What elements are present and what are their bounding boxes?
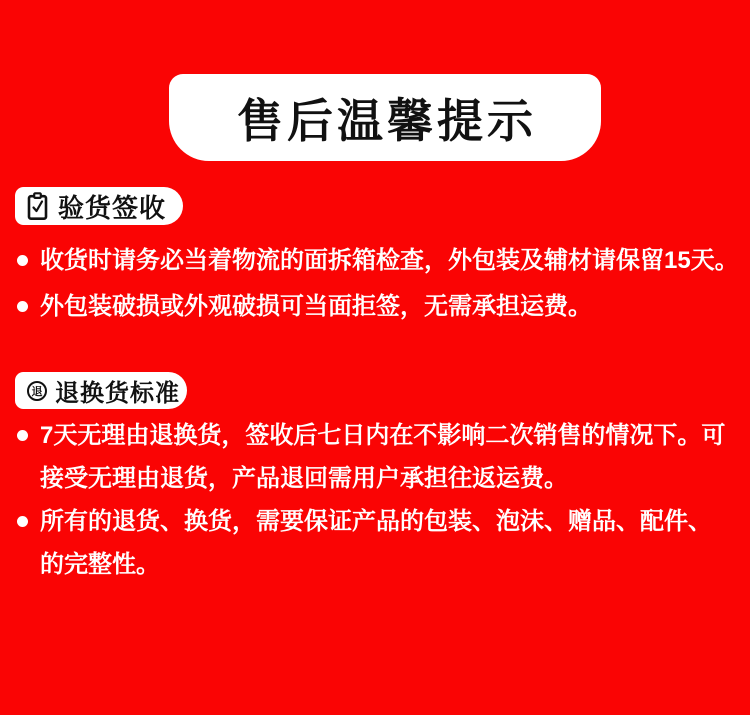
list-item (16, 414, 746, 500)
bullet-line: 接受无理由退货，产品退回需用户承担往返运费。 (40, 465, 568, 492)
return-circle-icon: 退 (27, 381, 47, 401)
list-item (16, 500, 746, 586)
bullet-dot (17, 301, 28, 312)
section-header-label: 验货签收 (58, 192, 167, 223)
bullet-text (40, 239, 746, 282)
bullet-line: 外包装破损或外观破损可当面拒签，无需承担运费。 (40, 293, 592, 320)
title-banner (169, 74, 601, 161)
bullet-line: 收货时请务必当着物流的面拆箱检查，外包装及辅材请保留15天。 (40, 247, 739, 274)
section-header-inspection (15, 187, 183, 225)
bullet-dot (17, 430, 28, 441)
list-item (16, 285, 746, 328)
bullet-line: 7天无理由退换货，签收后七日内在不影响二次销售的情况下。可 (40, 422, 726, 449)
bullet-text (40, 285, 746, 328)
bullet-text (40, 500, 746, 586)
list-item (16, 239, 746, 282)
bullet-dot (17, 516, 28, 527)
bullet-dot (17, 255, 28, 266)
bullet-line: 的完整性。 (40, 551, 160, 578)
page-title: 售后温馨提示 (237, 94, 537, 147)
bullet-line: 所有的退货、换货，需要保证产品的包装、泡沫、赠品、配件、 (40, 508, 712, 535)
bullet-text (40, 414, 746, 500)
section-header-label: 退换货标准 (55, 380, 180, 407)
section-header-returns (15, 372, 187, 409)
clipboard-check-icon (27, 192, 48, 221)
